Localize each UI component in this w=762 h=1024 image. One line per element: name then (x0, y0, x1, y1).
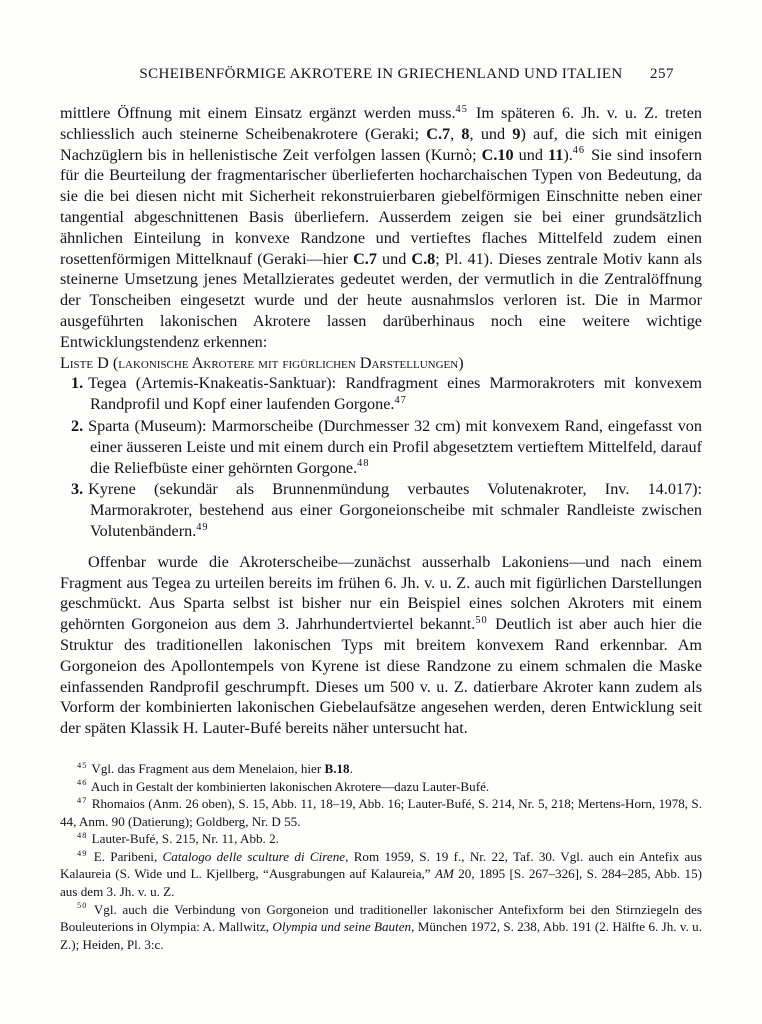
page-number: 257 (650, 66, 674, 82)
list-item-3-number: 3. (71, 480, 84, 499)
list-item-3-text: Kyrene (sekundär als Brunnenmündung verbautes Volutenakroter, Inv. 14.017): Marmorakroter, bestehend aus einer Gorgoneionscheibe mit schmaler Randleiste zwischen Volutenbändern.$^{49}$ (88, 480, 702, 540)
list-item-2-text: Sparta (Museum): Marmorscheibe (Durchmesser 32 cm) mit konvexem Rand, eingefasst von einer äusseren Leiste und mit einem durch ein Profil abgesetztem vertieftem Mittelfeld, darauf die Reliefbüste einer gehörnten Gorgone.$^{48}$ (88, 416, 702, 477)
paragraph-1: mittlere Öffnung mit einem Einsatz ergänzt werden muss.$^{45}$ Im späteren 6. Jh. v. u. Z. treten schliesslich auch steinerne Scheibenakrotere (Geraki; C.7, 8, und 9) auf, die sich mit einigen Nachzüglern bis in hellenistische Zeit verfolgen lassen (Kurnò; C.10 und 11).$^{46}$ Sie sind insofern für die Beurteilung der fragmentarischer überlieferten hocharchaischen Typen von Bedeutung, da sie die bei diesen nicht mit Sicherheit rekonstruierbaren giebelförmigen Einschnitte neben einer tangential abgeschnittenen Basis überliefern. Ausserdem zeigen sie bei einer grundsätzlich ähnlichen Einteilung in konvexe Randzone und vertieftes flaches Mittelfeld zudem einen rosettenförmigen Mittelknauf (Geraki—hier C.7 und C.8; Pl. 41). Dieses zentrale Motiv kann als steinerne Umsetzung jenes Metallzierates gedeutet werden, der vermutlich in die Zentralöffnung der Tonscheiben eingesetzt wurde und der heute ausnahmslos verloren ist. Die in Marmor ausgeführten lakonischen Akrotere lassen darüberhinaus noch eine weitere wichtige Entwicklungstendenz erkennen: (60, 103, 703, 351)
list-item-1-text: Tegea (Artemis-Knakeatis-Sanktuar): Randfragment eines Marmorakroters mit konvexem Randprofil und Kopf einer laufenden Gorgone.$^{47}$ (88, 374, 702, 414)
footnote-50: $^{50}$ Vgl. auch die Verbindung von Gorgoneion und traditioneller lakonischer Antefixform bei den Stirnziegeln des Bouleuterions in Olympia: A. Mallwitz, Olympia und seine Bauten, München 1972, S. 238, Abb. 191 (2. Hälfte 6. Jh. v. u. Z.); Heiden, Pl. 3:c. (60, 901, 702, 952)
list-item-2-number: 2. (71, 416, 84, 435)
footnote-49: $^{49}$ E. Paribeni, Catalogo delle sculture di Cirene, Rom 1959, S. 19 f., Nr. 22, Taf. 30. Vgl. auch ein Antefix aus Kalaureia (S. Wide und L. Kjellberg, “Ausgrabungen auf Kalaureia,” AM 20, 1895 [S. 267–326], S. 284–285, Abb. 15) aus dem 3. Jh. v. u. Z. (60, 848, 702, 900)
running-header (60, 66, 702, 83)
list-item-1 (60, 373, 702, 415)
footnote-47: $^{47}$ Rhomaios (Anm. 26 oben), S. 15, Abb. 11, 18–19, Abb. 16; Lauter-Bufé, S. 214, Nr. 5, 218; Mertens-Horn, 1978, S. 44, Anm. 90 (Datierung); Goldberg, Nr. D 55. (60, 795, 702, 829)
list-item-1-number: 1. (71, 374, 84, 393)
footnote-45: $^{45}$ Vgl. das Fragment aus dem Menelaion, hier B.18. (77, 760, 353, 776)
paragraph-2: Offenbar wurde die Akroterscheibe—zunächst ausserhalb Lakoniens—und nach einem Fragment aus Tegea zu urteilen bereits im frühen 6. Jh. v. u. Z. auch mit figürlichen Darstellungen geschmückt. Aus Sparta selbst ist bisher nur ein Beispiel eines solchen Akroters mit einem gehörnten Gorgoneion aus dem 3. Jahrhundertviertel bekannt.$^{50}$ Deutlich ist aber auch hier die Struktur des traditionellen lakonischen Typs mit breitem konvexem Rand erkennbar. Am Gorgoneion des Apollontempels von Kyrene ist diese Randzone zu einem schmalen die Maske einfassenden Randprofil geschrumpft. Dieses um 500 v. u. Z. datierbare Akroter kann zudem als Vorform der kombinierten lakonischen Giebelaufsätze angesehen werden, deren Entwicklung seit der späten Klassik H. Lauter-Bufé bereits näher untersucht hat. (60, 552, 702, 738)
footnote-46: $^{46}$ Auch in Gestalt der kombinierten lakonischen Akrotere—dazu Lauter-Bufé. (77, 778, 490, 794)
list-item-3 (60, 479, 702, 541)
footnote-48: $^{48}$ Lauter-Bufé, S. 215, Nr. 11, Abb. 2. (77, 830, 279, 847)
body-text (60, 103, 702, 953)
list-d (60, 373, 702, 541)
list-item-2 (60, 416, 702, 478)
footnotes-region (60, 760, 702, 954)
running-header-title: SCHEIBENFÖRMIGE AKROTERE IN GRIECHENLAND UND ITALIEN (139, 66, 623, 82)
list-d-heading: Liste D (lakonische Akrotere mit figürlichen Darstellungen) (60, 353, 464, 372)
